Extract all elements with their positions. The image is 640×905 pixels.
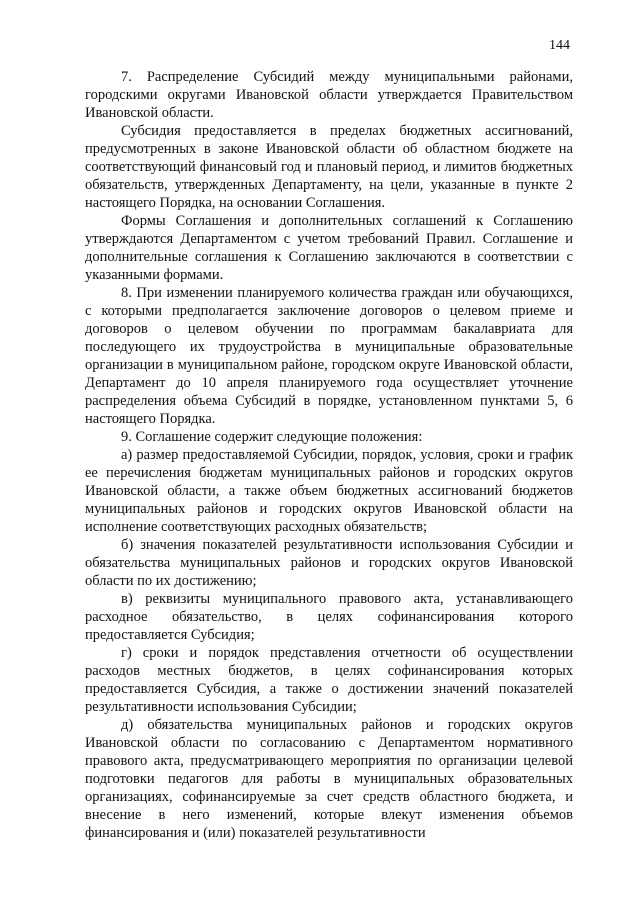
list-item-b: б) значения показателей результативности использования Субсидии и обязательства муниципальных районов и городских округов Ивановской области по их достижению; (85, 537, 573, 589)
list-item-a: а) размер предоставляемой Субсидии, порядок, условия, сроки и график ее перечисления бюджетам муниципальных районов и городских округов Ивановской области, а также объем бюджетных ассигнований бюджетов муниципальных районов и городских округов Ивановской области на исполнение соответствующих расходных обязательств; (85, 447, 573, 535)
paragraph-8-changes: 8. При изменении планируемого количества граждан или обучающихся, с которыми предполагается заключение договоров о целевом приеме и договоров о целевом обучении по программам бакалавриата для последующего их трудоустройства в муниципальные образовательные организации в муниципальном районе, городском округе Ивановской области, Департамент до 10 апреля планируемого года осуществляет уточнение распределения объема Субсидий в порядке, установленном пунктами 5, 6 настоящего Порядка. (85, 285, 573, 427)
paragraph-7-distribution: 7. Распределение Субсидий между муниципальными районами, городскими округами Ивановской области утверждается Правительством Ивановской области. (85, 69, 573, 121)
document-body (85, 68, 573, 842)
paragraph-9-agreement-contents: 9. Соглашение содержит следующие положения: (121, 429, 423, 445)
paragraph-agreement-forms: Формы Соглашения и дополнительных соглашений к Соглашению утверждаются Департаментом с учетом требований Правил. Соглашение и дополнительные соглашения к Соглашению заключаются в соответствии с указанными формами. (85, 213, 573, 283)
list-item-g: г) сроки и порядок представления отчетности об осуществлении расходов местных бюджетов, в целях софинансирования которых предоставляется Субсидия, а также о достижении значений показателей результативности использования Субсидии; (85, 645, 573, 715)
paragraph-subsidy-limits: Субсидия предоставляется в пределах бюджетных ассигнований, предусмотренных в законе Ивановской области об областном бюджете на соответствующий финансовый год и плановый период, и лимитов бюджетных обязательств, утвержденных Департаменту, на цели, указанные в пункте 2 настоящего Порядка, на основании Соглашения. (85, 123, 573, 211)
page-number: 144 (549, 38, 570, 53)
list-item-d: д) обязательства муниципальных районов и городских округов Ивановской области по согласованию с Департаментом нормативного правового акта, предусматривающего мероприятия по организации целевой подготовки педагогов для работы в муниципальных образовательных организациях, софинансируемые за счет средств областного бюджета, и внесение в него изменений, которые влекут изменения объемов финансирования и (или) показателей результативности (85, 717, 573, 841)
list-item-v: в) реквизиты муниципального правового акта, устанавливающего расходное обязательство, в целях софинансирования которого предоставляется Субсидия; (85, 591, 573, 643)
